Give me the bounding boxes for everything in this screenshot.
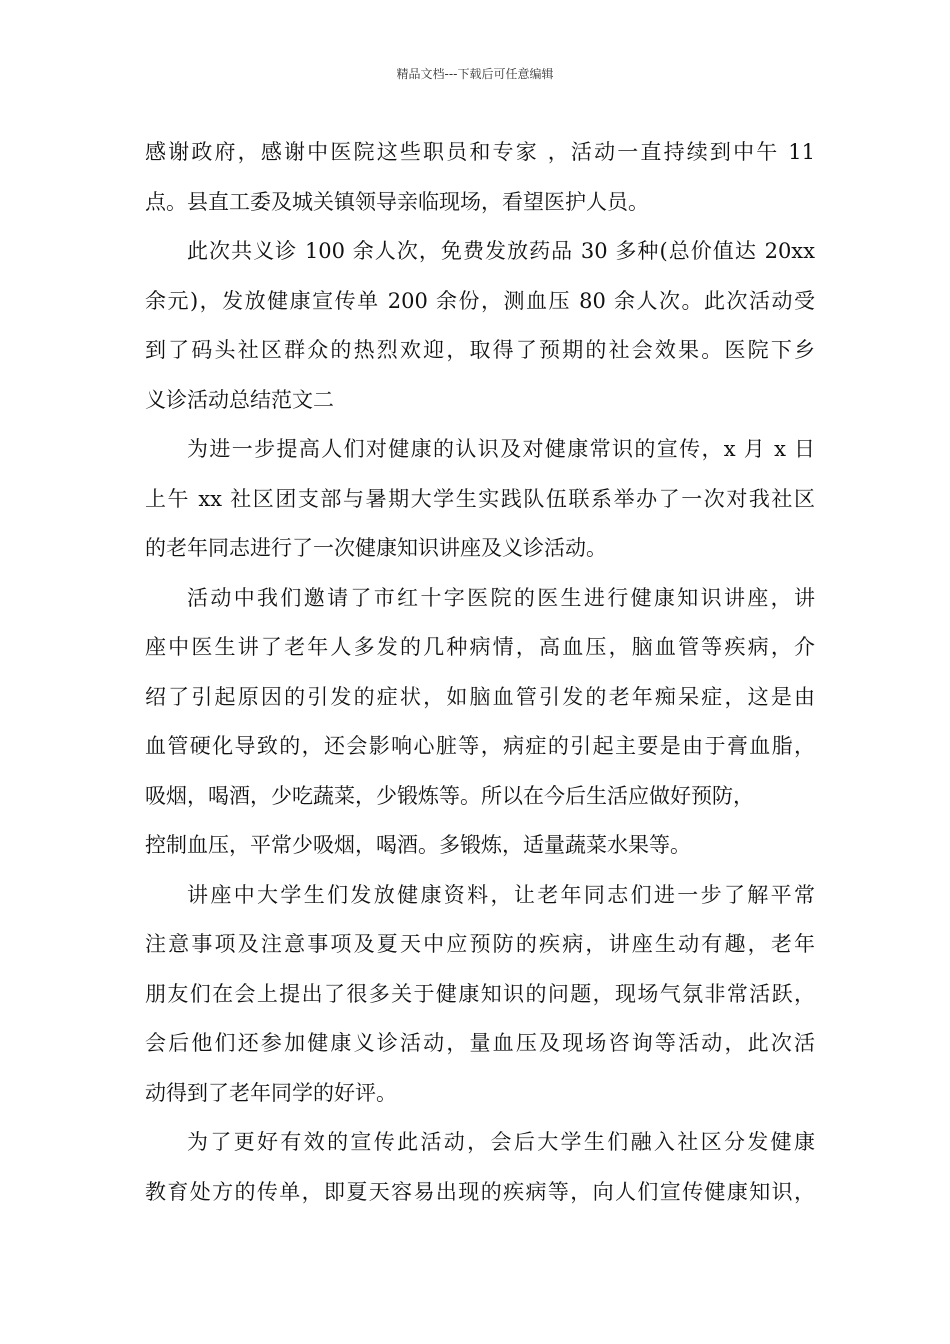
text-line: 注意事项及注意事项及夏天中应预防的疾病，讲座生动有趣，老年 — [145, 932, 815, 956]
text-line: 控制血压，平常少吸烟，喝酒。多锻炼，适量蔬菜水果等。 — [145, 833, 691, 857]
text-line: 讲座中大学生们发放健康资料，让老年同志们进一步了解平常 — [187, 882, 815, 907]
text-line: 的老年同志进行了一次健康知识讲座及义诊活动。 — [145, 536, 607, 560]
text-line: 余元)，发放健康宣传单 200 余份，测血压 80 余人次。此次活动受 — [145, 288, 815, 313]
text-line: 绍了引起原因的引发的症状，如脑血管引发的老年痴呆症，这是由 — [145, 684, 815, 709]
text-line: 动得到了老年同学的好评。 — [145, 1080, 397, 1105]
text-line: 活动中我们邀请了市红十字医院的医生进行健康知识讲座，讲 — [187, 585, 815, 610]
text-line: 此次共义诊 100 余人次，免费发放药品 30 多种(总价值达 20xx — [187, 239, 815, 263]
page-header: 精品文档---下载后可任意编辑 — [396, 67, 554, 81]
text-line: 朋友们在会上提出了很多关于健康知识的问题，现场气氛非常活跃， — [145, 981, 815, 1006]
text-line: 吸烟，喝酒，少吃蔬菜，少锻炼等。所以在今后生活应做好预防， — [145, 783, 754, 808]
text-line: 到了码头社区群众的热烈欢迎，取得了预期的社会效果。医院下乡 — [145, 338, 815, 362]
text-line: 点。县直工委及城关镇领导亲临现场，看望医护人员。 — [145, 189, 649, 214]
text-line: 为进一步提高人们对健康的认识及对健康常识的宣传，x 月 x 日 — [187, 437, 815, 461]
text-line: 座中医生讲了老年人多发的几种病情，高血压，脑血管等疾病，介 — [145, 635, 815, 659]
text-line: 为了更好有效的宣传此活动，会后大学生们融入社区分发健康 — [187, 1130, 815, 1154]
text-line: 义诊活动总结范文二 — [145, 387, 334, 412]
text-line: 上午 xx 社区团支部与暑期大学生实践队伍联系举办了一次对我社区 — [145, 486, 815, 511]
text-line: 会后他们还参加健康义诊活动，量血压及现场咨询等活动，此次活 — [145, 1031, 815, 1055]
text-line: 感谢政府，感谢中医院这些职员和专家 ，活动一直持续到中午 11 — [145, 140, 815, 164]
text-line: 教育处方的传单，即夏天容易出现的疾病等，向人们宣传健康知识， — [145, 1179, 815, 1204]
text-line: 血管硬化导致的，还会影响心脏等，病症的引起主要是由于膏血脂， — [145, 734, 815, 758]
document-body — [145, 128, 815, 1217]
